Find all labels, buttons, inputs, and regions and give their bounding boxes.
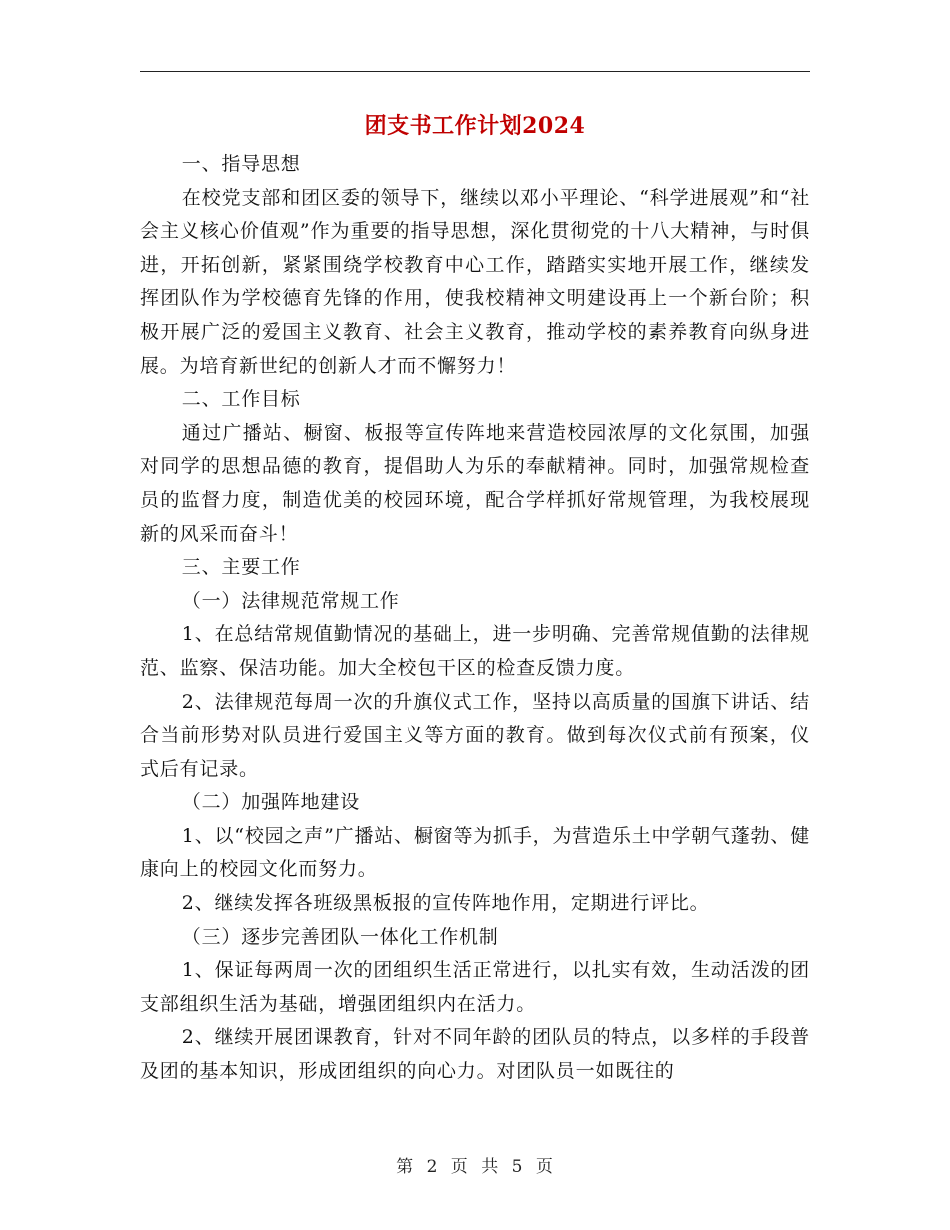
footer-suffix: 页: [535, 1157, 554, 1177]
subsection-heading: （二）加强阵地建设: [181, 791, 360, 814]
footer-prefix: 第: [396, 1157, 415, 1177]
footer-page-label: 页: [450, 1157, 469, 1177]
current-page-number: 2: [426, 1157, 439, 1177]
section-heading-guiding-ideology: 一、指导思想: [181, 153, 301, 175]
paragraph: 1、保证每两周一次的团组织生活正常进行，以扎实有效，生动活泼的团支部组织生活为基础，增强团组织内在活力。: [140, 959, 810, 1015]
section-heading-main-work: 三、主要工作: [181, 556, 301, 579]
subsection-heading: （三）逐步完善团队一体化工作机制: [181, 925, 499, 948]
paragraph: 2、继续发挥各班级黑板报的宣传阵地作用，定期进行评比。: [181, 892, 710, 915]
section-heading-work-goals: 二、工作目标: [181, 388, 301, 411]
subsection-heading: （一）法律规范常规工作: [181, 589, 400, 612]
paragraph: 在校党支部和团区委的领导下，继续以邓小平理论、“科学进展观”和“社会主义核心价值观”作为重要的指导思想，深化贯彻党的十八大精神，与时俱进，开拓创新，紧紧围绕学校教育中心工作，踏踏实实地开展工作，继续发挥团队作为学校德育先锋的作用，使我校精神文明建设再上一个新台阶；积极开展广泛的爱国主义教育、社会主义教育，推动学校的素养教育向纵身进展。为培育新世纪的创新人才而不懈努力！: [140, 186, 810, 377]
paragraph: 2、继续开展团课教育，针对不同年龄的团队员的特点，以多样的手段普及团的基本知识，形成团组织的向心力。对团队员一如既往的: [140, 1026, 810, 1083]
page-footer: [0, 1152, 950, 1177]
paragraph: 1、在总结常规值勤情况的基础上，进一步明确、完善常规值勤的法律规范、监察、保洁功能。加大全校包干区的检查反馈力度。: [140, 623, 810, 679]
paragraph: 2、法律规范每周一次的升旗仪式工作，坚持以高质量的国旗下讲话、结合当前形势对队员进行爱国主义等方面的教育。做到每次仪式前有预案，仪式后有记录。: [140, 690, 810, 780]
document-title: 团支书工作计划2024: [364, 113, 586, 139]
header-rule: [140, 71, 810, 72]
footer-total-label: 共: [481, 1157, 500, 1177]
total-page-count: 5: [511, 1157, 524, 1177]
paragraph: 1、以“校园之声”广播站、橱窗等为抓手，为营造乐土中学朝气蓬勃、健康向上的校园文化而努力。: [140, 824, 810, 881]
paragraph: 通过广播站、橱窗、板报等宣传阵地来营造校园浓厚的文化氛围，加强对同学的思想品德的教育，提倡助人为乐的奉献精神。同时，加强常规检查员的监督力度，制造优美的校园环境，配合学样抓好常规管理，为我校展现新的风采而奋斗！: [140, 421, 810, 545]
document-body: [140, 148, 810, 1089]
